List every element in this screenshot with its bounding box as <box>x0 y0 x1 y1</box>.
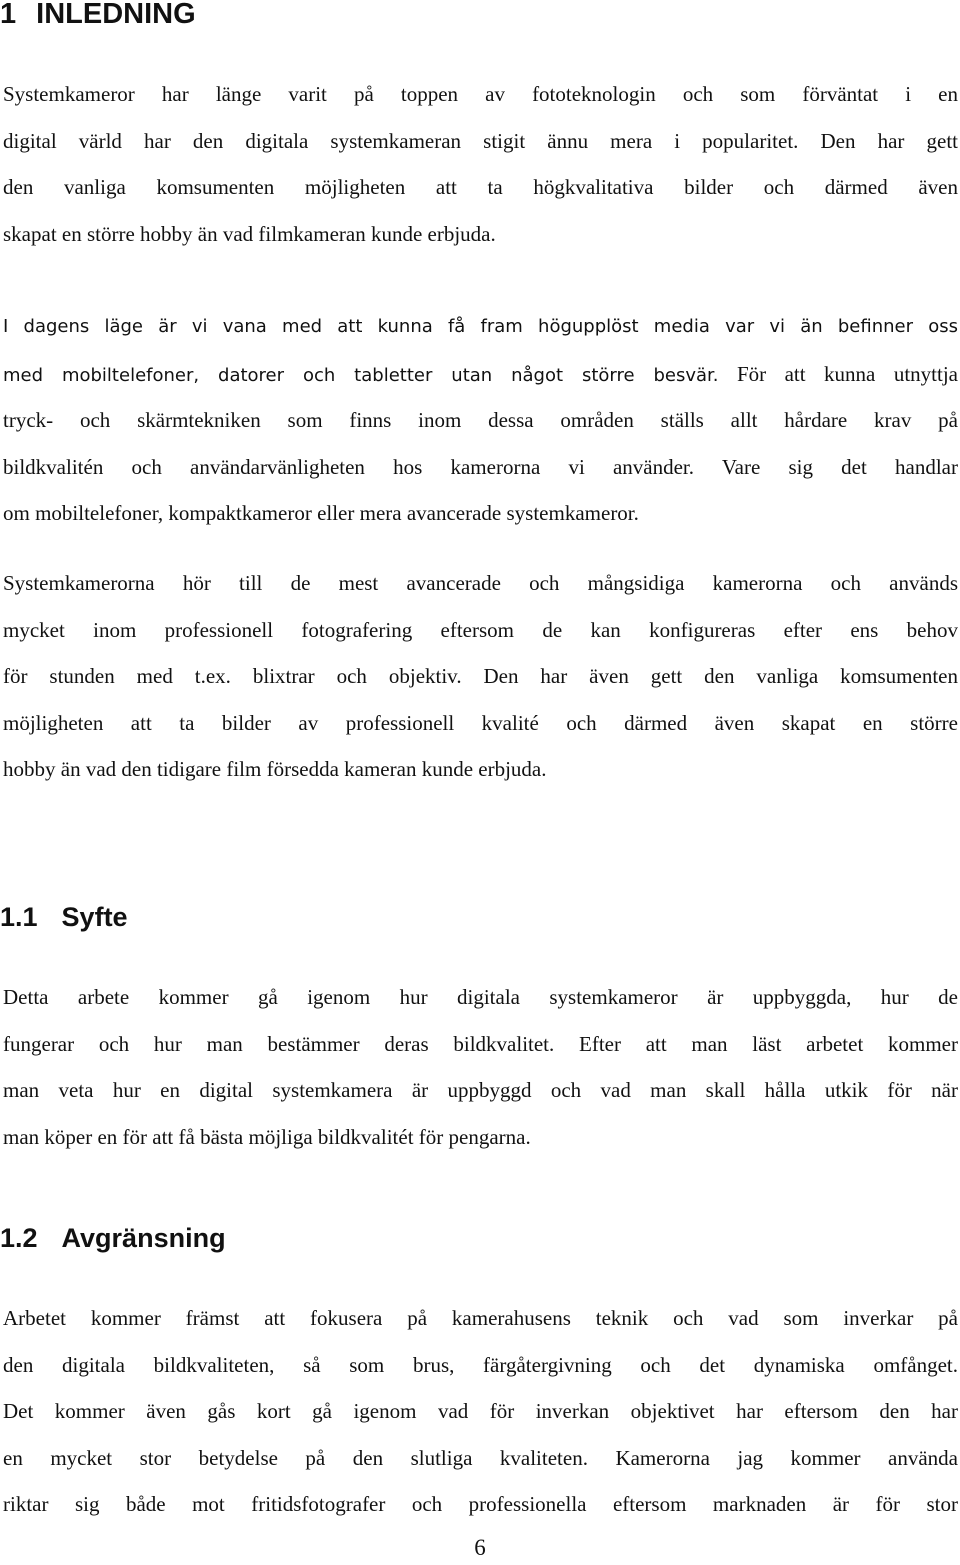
text-line: I dagens läge är vi vana med att kunna få fram högupplöst media var vi än befinner oss <box>3 316 958 337</box>
text-line: en mycket stor betydelse på den slutliga kvaliteten. Kamerorna jag kommer använda <box>3 1445 958 1470</box>
syfte-paragraph <box>3 974 958 1160</box>
avgransning-paragraph <box>3 1295 958 1528</box>
section-title: Avgränsning <box>61 1223 226 1253</box>
text-line: skapat en större hobby än vad filmkameran kunde erbjuda. <box>3 221 496 246</box>
text-line: digital värld har den digitala systemkameran stigit ännu mera i popularitet. Den har gett <box>3 128 958 153</box>
text-line-serif-part: För att kunna utnyttja <box>718 361 958 386</box>
section-title: Syfte <box>61 902 128 932</box>
text-line: Systemkamerorna hör till de mest avancerade och mångsidiga kamerorna och används <box>3 571 958 595</box>
text-line-mixed <box>3 351 958 398</box>
text-line: den digitala bildkvaliteten, så som brus, färgåtergivning och det dynamiska omfånget. <box>3 1352 958 1377</box>
text-line: man veta hur en digital systemkamera är uppbyggd och vad man skall hålla utkik för när <box>3 1078 958 1102</box>
intro-paragraph-1 <box>3 71 958 257</box>
text-line: Detta arbete kommer gå igenom hur digitala systemkameror är uppbyggda, hur de <box>3 985 958 1009</box>
section-heading-avgransning <box>0 1220 226 1256</box>
section-number: 1.1 <box>0 902 38 932</box>
text-line: tryck- och skärmtekniken som finns inom dessa områden ställs allt hårdare krav på <box>3 408 958 432</box>
text-line: Systemkameror har länge varit på toppen av fototeknologin och som förväntat i en <box>3 82 958 106</box>
text-line: om mobiltelefoner, kompaktkameror eller mera avancerade systemkameror. <box>3 501 639 525</box>
chapter-number: 1 <box>0 0 17 30</box>
section-number: 1.2 <box>0 1223 38 1253</box>
text-line: Det kommer även gås kort gå igenom vad för inverkan objektivet har eftersom den har <box>3 1399 958 1423</box>
text-line: man köper en för att få bästa möjliga bildkvalitét för pengarna. <box>3 1124 531 1149</box>
page-number: 6 <box>474 1535 486 1560</box>
text-line: den vanliga komsumenten möjligheten att ta högkvalitativa bilder och därmed även <box>3 175 958 199</box>
chapter-title: INLEDNING <box>36 0 196 30</box>
text-line-sans-part: med mobiltelefoner, datorer och tabletter utan något större besvär. <box>3 364 719 386</box>
intro-paragraph-3 <box>3 560 958 793</box>
text-line: fungerar och hur man bestämmer deras bildkvalitet. Efter att man läst arbetet kommer <box>3 1031 958 1056</box>
text-line: möjligheten att ta bilder av professionell kvalité och därmed även skapat en större <box>3 710 958 735</box>
text-line: riktar sig både mot fritidsfotografer och professionella eftersom marknaden är för stor <box>3 1492 958 1516</box>
text-line: för stunden med t.ex. blixtrar och objektiv. Den har även gett den vanliga komsumenten <box>3 664 958 688</box>
intro-paragraph-2 <box>3 304 958 537</box>
text-line: mycket inom professionell fotografering eftersom de kan konfigureras efter ens behov <box>3 617 958 642</box>
text-line: hobby än vad den tidigare film försedda kameran kunde erbjuda. <box>3 757 547 781</box>
chapter-heading <box>0 0 196 32</box>
text-line: Arbetet kommer främst att fokusera på kamerahusens teknik och vad som inverkar på <box>3 1306 958 1330</box>
section-heading-syfte <box>0 899 128 935</box>
text-line: bildkvalitén och användarvänligheten hos kamerorna vi använder. Vare sig det handlar <box>3 454 958 479</box>
